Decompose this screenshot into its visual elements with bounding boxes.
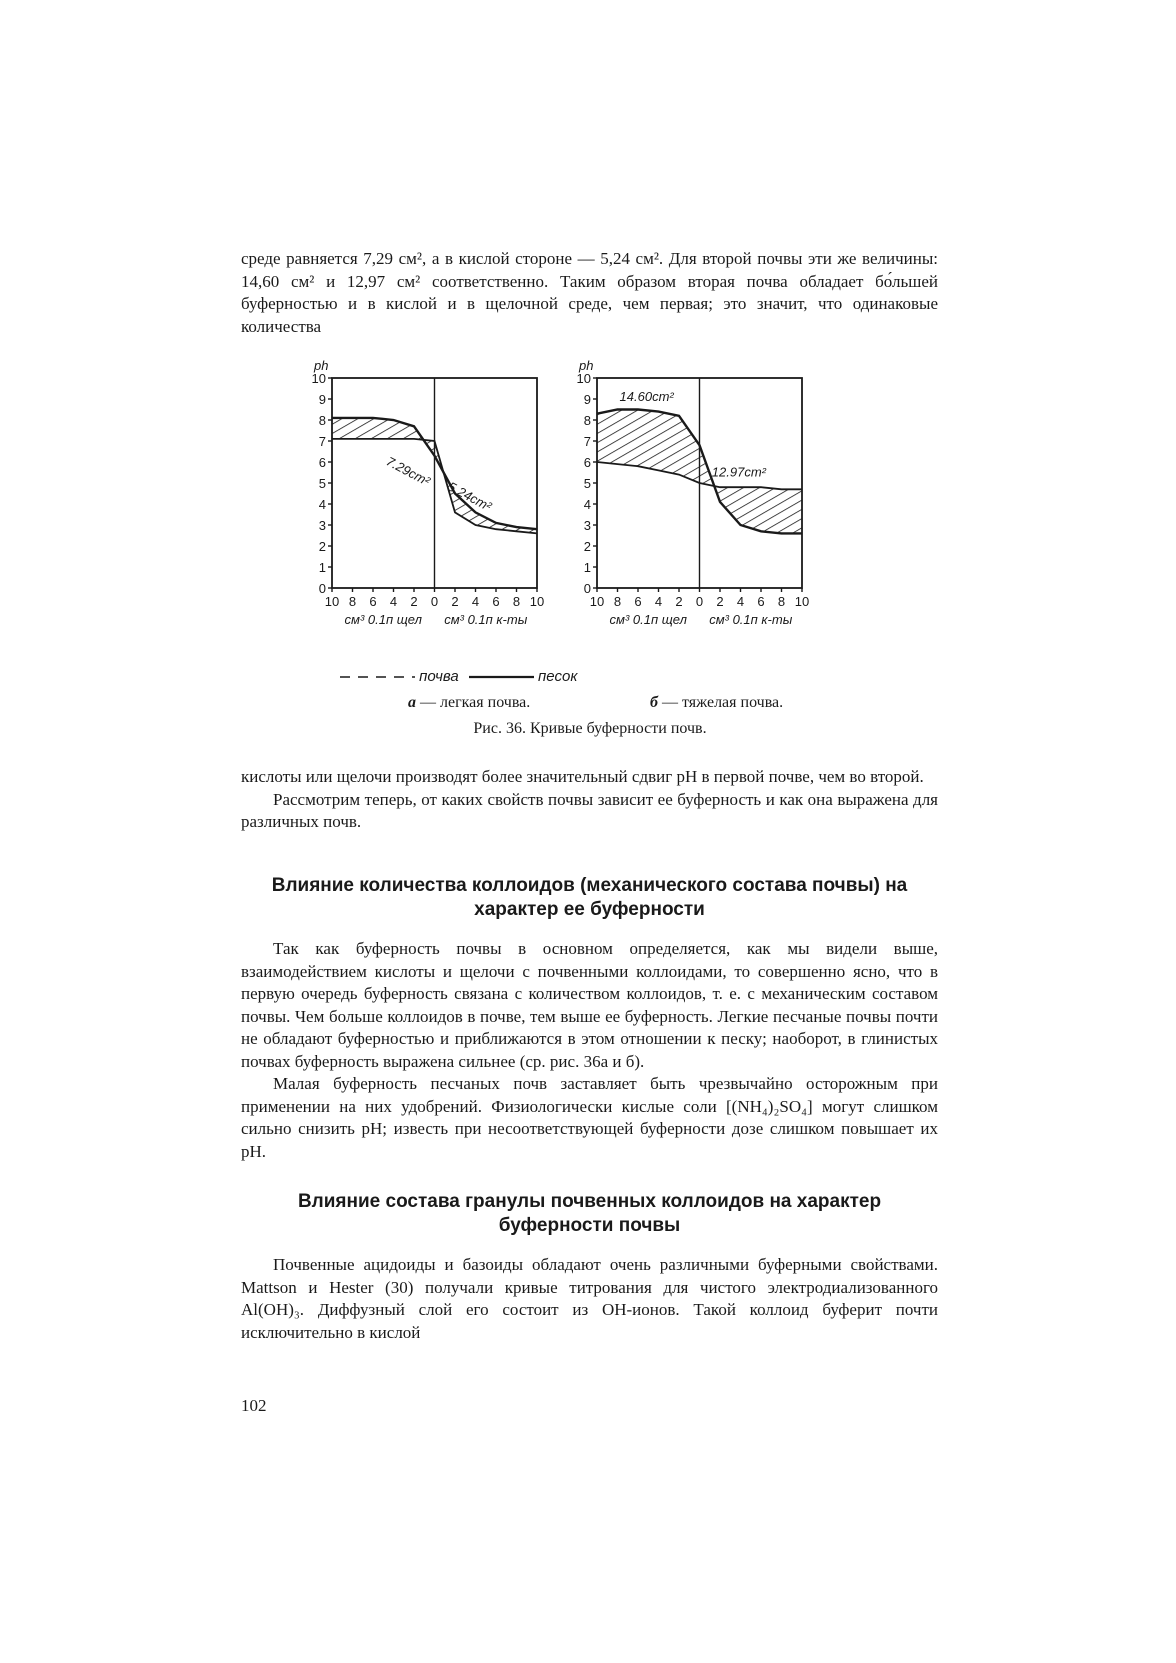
chart-heavy-soil [565,350,825,640]
chart-light-soil [300,350,560,640]
x-tick-label: 4 [471,594,480,609]
x-tick-label: 0 [430,594,439,609]
figure-legend [340,668,577,685]
y-tick-label: 2 [318,539,326,554]
y-tick-label: 1 [318,560,326,575]
y-axis-label: ph [314,358,329,373]
y-tick-label: 4 [318,497,326,512]
y-tick-label: 5 [583,476,591,491]
area-label-right: 12.97cm² [711,464,767,480]
text-top [241,248,938,338]
subcaption-b-text: — тяжелая почва. [657,694,784,711]
paragraph: Так как буферность почвы в основном определяется, как мы видели выше, взаимодействием кислоты и щелочи с почвенными коллоидами, то совершенно ясно, что в первую очередь буферность связана с количеством коллоидов, т. е. с механическим составом почвы. Чем больше коллоидов в почве, тем выше ее буферность. Легкие песчаные почвы почти не обладают буферностью и приближаются в этом отношении к песку; наоборот, в глинистых почвах буферность выражена сильнее (ср. рис. 36а и б). [241,939,938,1071]
x-tick-label: 6 [492,594,500,609]
y-tick-label: 0 [583,581,591,596]
x-tick-label: 10 [794,594,810,609]
x-tick-label: 2 [675,594,683,609]
y-tick-label: 9 [318,392,326,407]
page-number: 102 [241,1396,267,1415]
x-tick-label: 8 [348,594,357,609]
x-tick-label: 6 [757,594,765,609]
area-label-left: 7.29cm² [383,453,433,489]
y-tick-label: 1 [583,560,591,575]
x-tick-label: 2 [716,594,724,609]
x-tick-label: 0 [695,594,704,609]
area-label-right: 5.24cm² [445,478,494,514]
x-tick-label: 10 [324,594,340,609]
text-mid [241,766,938,834]
x-tick-label: 6 [634,594,642,609]
legend-sand-label: песок [538,668,578,685]
x-tick-label: 8 [613,594,622,609]
x-axis-label-left: см³ 0.1п щел [609,612,687,627]
paragraph: Малая буферность песчаных почв заставляет быть чрезвычайно осторожным при применении на них удобрений. Физиологически кислые соли [(NH₄)₂SO₄] могут слишком сильно снизить pH; известь при несоответствующей буферности дозе слишком повышает их pH. [241,1074,938,1161]
y-tick-label: 7 [318,434,326,449]
x-tick-label: 10 [589,594,605,609]
text-section-2 [241,1254,938,1344]
section-heading-2: Влияние состава гранулы почвенных коллоидов на характер буферности почвы [297,1191,882,1236]
y-tick-label: 3 [318,518,326,533]
y-tick-label: 6 [583,455,591,470]
paragraph: Рассмотрим теперь, от каких свойств почвы зависит ее буферность и как она выражена для различных почв. [241,789,938,831]
paragraph: кислоты или щелочи производят более значительный сдвиг pH в первой почве, чем во второй. [241,767,924,786]
y-tick-label: 9 [583,392,591,407]
y-tick-label: 8 [583,413,591,428]
x-axis-label-right: см³ 0.1п к-ты [709,612,793,627]
y-tick-label: 6 [318,455,326,470]
y-tick-label: 5 [318,476,326,491]
x-tick-label: 2 [410,594,418,609]
area-label-left: 14.60cm² [619,389,674,405]
subcaption-b-letter: б [650,694,658,711]
figure-caption: Рис. 36. Кривые буферности почв. [473,720,707,737]
section-heading-1: Влияние количества коллоидов (механического состава почвы) на характер ее буферности [271,875,908,920]
y-tick-label: 3 [583,518,591,533]
subcaption-b [650,694,783,712]
subcaption-a [408,694,530,712]
subcaption-a-text: — легкая почва. [416,694,531,711]
x-tick-label: 8 [777,594,786,609]
x-tick-label: 8 [512,594,521,609]
y-tick-label: 8 [318,413,326,428]
paragraph: среде равняется 7,29 см², а в кислой стороне — 5,24 см². Для второй почвы эти же величины: 14,60 см² и 12,97 см² соответственно. Таким образом вторая почва обладает бо́льшей буферностью и в кислой и в щелочной среде, чем первая; это значит, что одинаковые количества [241,249,938,336]
x-tick-label: 6 [369,594,377,609]
x-tick-label: 2 [451,594,459,609]
x-axis-label-right: см³ 0.1п к-ты [444,612,528,627]
y-tick-label: 4 [583,497,591,512]
text-section-1 [241,938,938,1163]
y-tick-label: 7 [583,434,591,449]
paragraph: Почвенные ацидоиды и базоиды обладают очень различными буферными свойствами. Mattson и Hester (30) получали кривые титрования для чистого электродиализованного Al(OH)₃. Диффузный слой его состоит из OH-ионов. Такой коллоид буферит почти исключительно в кислой [241,1255,938,1342]
x-axis-label-left: см³ 0.1п щел [344,612,422,627]
y-tick-label: 10 [311,371,326,386]
legend-soil-label: почва [419,668,459,685]
subcaption-a-letter: а [408,694,416,711]
y-tick-label: 0 [318,581,326,596]
y-tick-label: 2 [583,539,591,554]
y-tick-label: 10 [576,371,591,386]
x-tick-label: 4 [389,594,398,609]
solid-line-icon [469,671,534,683]
x-tick-label: 10 [529,594,545,609]
x-tick-label: 4 [736,594,745,609]
x-tick-label: 4 [654,594,663,609]
y-axis-label: ph [579,358,594,373]
dashed-line-icon [340,671,415,683]
